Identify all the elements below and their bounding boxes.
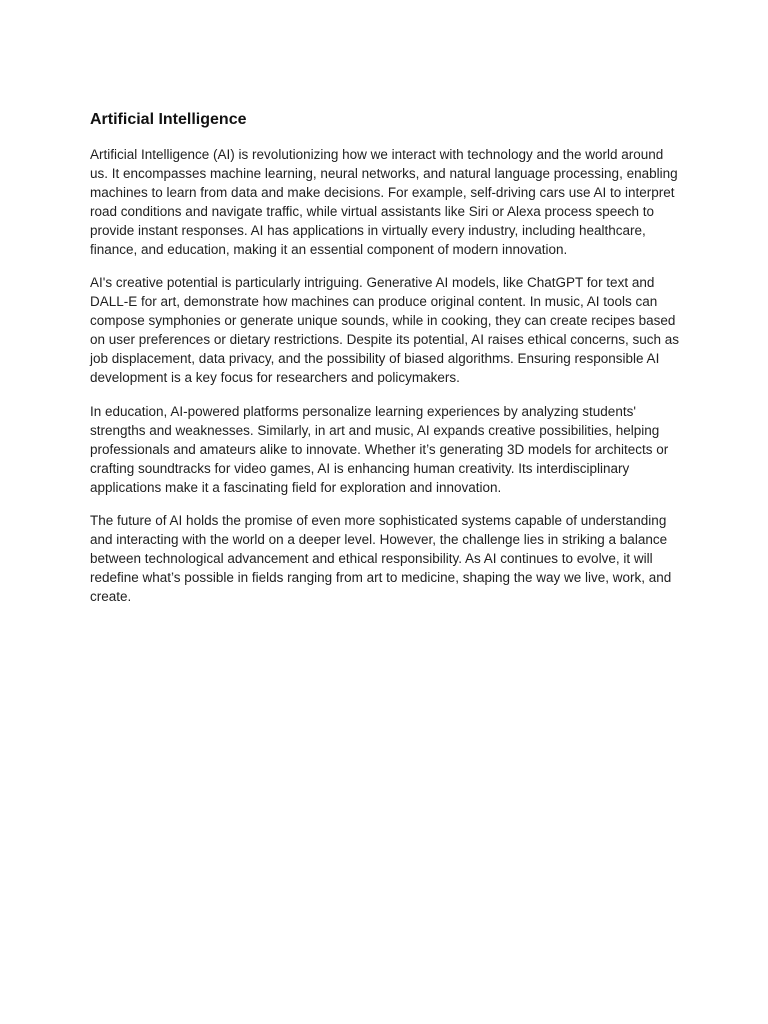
paragraph-creative-potential: AI's creative potential is particularly intriguing. Generative AI models, like ChatGPT for text and DALL-E for art, demonstrate how machines can produce original content. In music, AI tools can compose symphonies or generate unique sounds, while in cooking, they can create recipes based on user preferences or dietary restrictions. Despite its potential, AI raises ethical concerns, such as job displacement, data privacy, and the possibility of biased algorithms. Ensuring responsible AI development is a key focus for researchers and policymakers. bbox=[90, 275, 680, 385]
document-page bbox=[90, 110, 682, 622]
page-title: Artificial Intelligence bbox=[90, 111, 247, 128]
paragraph-education: In education, AI-powered platforms personalize learning experiences by analyzing students' strengths and weaknesses. Similarly, in art and music, AI expands creative possibilities, helping professionals and amateurs alike to innovate. Whether it’s generating 3D models for architects or crafting soundtracks for video games, AI is enhancing human creativity. Its interdisciplinary applications make it a fascinating field for exploration and innovation. bbox=[90, 403, 669, 495]
paragraph-intro: Artificial Intelligence (AI) is revolutionizing how we interact with technology and the world around us. It encompasses machine learning, neural networks, and natural language processing, enabling machines to learn from data and make decisions. For example, self-driving cars use AI to interpret road conditions and navigate traffic, while virtual assistants like Siri or Alexa process speech to provide instant responses. AI has applications in virtually every industry, including healthcare, finance, and education, making it an essential component of modern innovation. bbox=[90, 147, 678, 257]
paragraph-future: The future of AI holds the promise of even more sophisticated systems capable of understanding and interacting with the world on a deeper level. However, the challenge lies in striking a balance between technological advancement and ethical responsibility. As AI continues to evolve, it will redefine what’s possible in fields ranging from art to medicine, shaping the way we live, work, and create. bbox=[90, 513, 672, 605]
